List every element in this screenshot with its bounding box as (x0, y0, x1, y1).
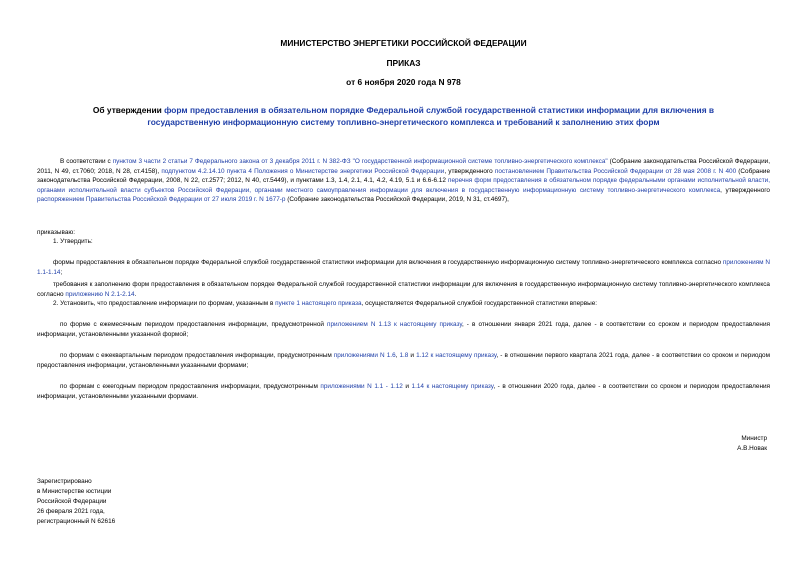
registration-line-3: Российской Федерации (37, 498, 107, 505)
registration-line-2: в Министерстве юстиции (37, 488, 112, 495)
appendix-1-6-link[interactable]: приложениями N 1.6 (333, 352, 396, 359)
item-1-forms-paragraph (37, 258, 770, 277)
law-link[interactable]: пунктом 3 части 2 статьи 7 Федерального закона от 3 декабря 2011 г. N 382-ФЗ "О государственной информационной системе топливно-энергетического комплекса" (112, 158, 608, 165)
signatory-name: А.В.Новак (737, 445, 767, 452)
appendix-1-13-link[interactable]: приложением N 1.13 к настоящему приказу (327, 321, 462, 328)
quarterly-text-2: , (395, 352, 400, 359)
item-2-text-1: 2. Установить, что предоставление информации по формам, указанным в (53, 300, 276, 307)
item-1-requirements-text: требования к заполнению форм предоставления в обязательном порядке Федеральной службой государственной статистики информации для включения в государственную информационную систему топливно-энергетического комплекса согласно (37, 281, 770, 298)
doc-type-heading: ПРИКАЗ (386, 58, 421, 68)
appendix-1-12-link[interactable]: 1.12 к настоящему приказу (416, 352, 497, 359)
title-prefix: Об утверждении (92, 105, 165, 115)
item-1-forms-end: ; (60, 268, 63, 276)
item-1-forms-text: формы предоставления в обязательном порядке Федеральной службой государственной статистики информации для включения в государственную информационную систему топливно-энергетического комплекса согласно (53, 259, 723, 266)
forms-list-link[interactable]: перечня форм предоставления в обязательном порядке федеральными органами исполнительной власти, органами исполнительной власти субъектов Российской Федерации, органами местного самоуправления информации для включения в государственную информационную систему топливно-энергетического комплекса (37, 177, 770, 194)
preamble-text-4: (Собрание законодательства Российской Федерации, 2008, N 22, ст.2577; 2012, N 40, ст.5449), и пунктами 1.3, 1.4, 2.1, 4.1, 4.2, 4.19, 5.1 и 6.6-6.12 (37, 167, 771, 184)
annual-text-3: , - в отношении 2020 года, далее - в соответствии со сроком и периодом предоставления информации, установленными указанными формами. (37, 383, 770, 400)
annual-forms-paragraph (37, 382, 770, 401)
preamble-text-1: В соответствии с (60, 158, 113, 165)
appendix-1-1-1-12-link[interactable]: приложениями N 1.1 - 1.12 (320, 383, 403, 390)
quarterly-forms-paragraph (37, 351, 770, 370)
quarterly-text-3: и (408, 352, 417, 359)
item-2-text-2: , осуществляется Федеральной службой государственной статистики впервые: (361, 300, 598, 307)
item-1-ref-link[interactable]: пункте 1 настоящего приказа (275, 300, 362, 307)
monthly-text-1: по форме с ежемесячным периодом предоставления информации, предусмотренной (60, 321, 328, 328)
item-2-paragraph (53, 299, 597, 309)
registration-line-1: Зарегистрировано (37, 478, 92, 485)
appendix-1-8-link[interactable]: 1.8 (399, 352, 409, 359)
registration-line-5: регистрационный N 62616 (37, 518, 116, 525)
signatory-position: Министр (741, 435, 767, 442)
quarterly-text-4: , - в отношении первого квартала 2021 года, далее - в соответствии со сроком и периодом предоставления информации, установленными указанными формами; (37, 352, 771, 369)
orders-line: приказываю: (37, 229, 75, 236)
government-decree-link[interactable]: постановлением Правительства Российской Федерации от 28 мая 2008 г. N 400 (494, 167, 737, 175)
monthly-text-2: , - в отношении января 2021 года, далее - в соответствии со сроком и периодом предоставления информации, установленными указанной формой; (37, 321, 770, 338)
quarterly-text-1: по формам с ежеквартальным периодом предоставления информации, предусмотренным (60, 352, 334, 359)
monthly-forms-paragraph (37, 320, 770, 339)
preamble-paragraph (37, 157, 770, 205)
registration-line-4: 26 февраля 2021 года, (37, 508, 105, 515)
ministry-heading: МИНИСТЕРСТВО ЭНЕРГЕТИКИ РОССИЙСКОЙ ФЕДЕРАЦИИ (280, 38, 527, 48)
document-title (62, 104, 745, 128)
item-1-requirements-paragraph (37, 280, 770, 299)
appendix-1-link[interactable]: приложениям N 1.1-1.14 (37, 259, 770, 276)
regulation-clause-link[interactable]: подпунктом 4.2.14.10 пункта 4 Положения о Министерстве энергетики Российской Федерации (161, 167, 445, 175)
item-1-requirements-end: . (134, 290, 137, 298)
annual-text-1: по формам с ежегодным периодом предоставления информации, предусмотренным (60, 383, 321, 390)
appendix-1-14-link[interactable]: 1.14 к настоящему приказу (411, 383, 494, 390)
preamble-text-2: (Собрание законодательства Российской Федерации, 2011, N 49, ст.7060; 2018, N 28, ст.4158), (37, 158, 771, 175)
government-order-link[interactable]: распоряжением Правительства Российской Федерации от 27 июля 2019 г. N 1677-р (37, 196, 286, 203)
annual-text-2: и (402, 383, 412, 390)
appendix-2-link[interactable]: приложению N 2.1-2.14 (65, 290, 135, 298)
preamble-text-5: , утвержденного (720, 186, 770, 194)
title-link[interactable]: форм предоставления в обязательном порядке Федеральной службой государственной статистики информации для включения в государственную информационную систему топливно-энергетического комплекса и требований к заполнению этих форм (147, 105, 715, 127)
preamble-text-6: (Собрание законодательства Российской Федерации, 2019, N 31, ст.4697), (285, 196, 509, 203)
item-1-heading: 1. Утвердить: (53, 238, 93, 245)
doc-date-heading: от 6 ноября 2020 года N 978 (346, 77, 461, 87)
preamble-text-3: , утвержденного (444, 167, 495, 175)
